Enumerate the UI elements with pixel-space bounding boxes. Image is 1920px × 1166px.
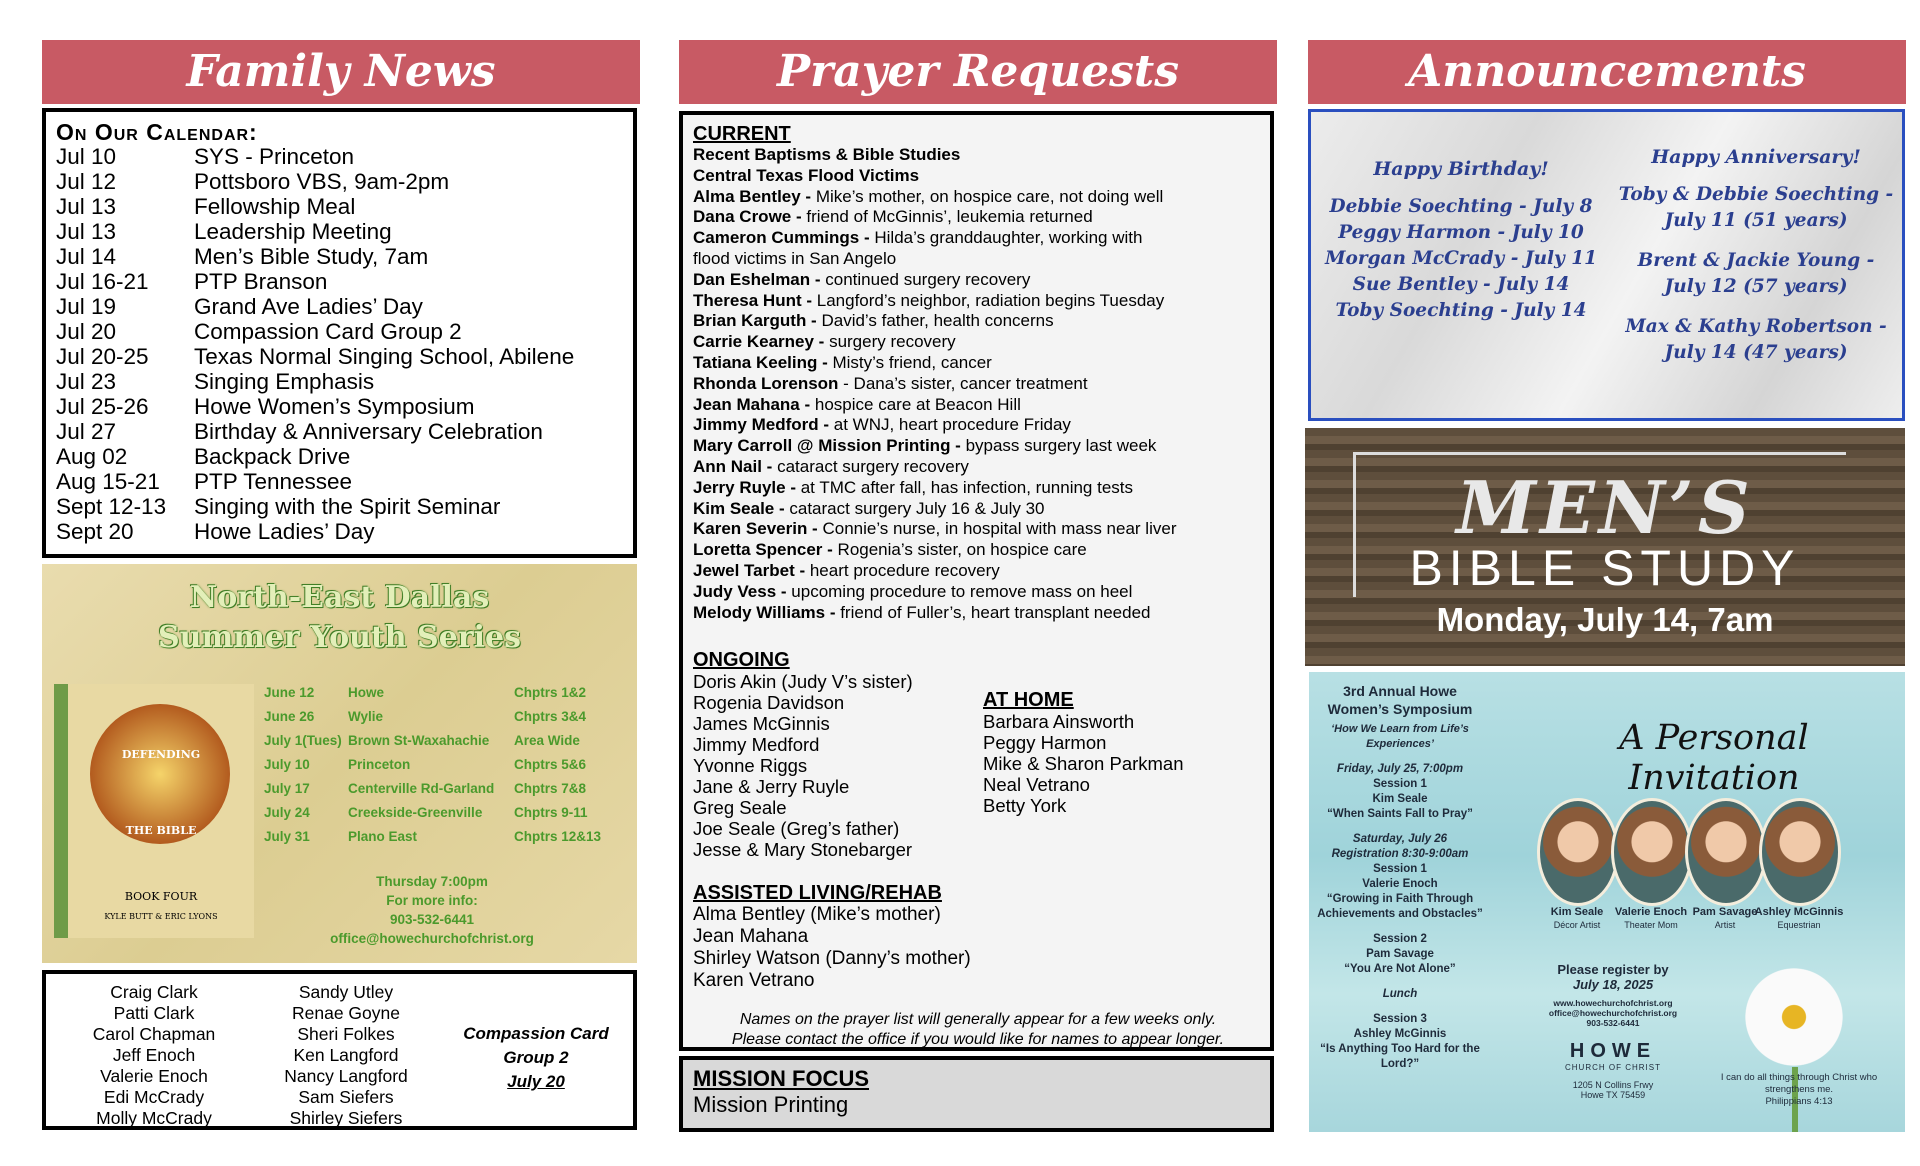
calendar-row bbox=[56, 494, 623, 519]
calendar-row bbox=[56, 169, 623, 194]
birthday-item: Sue Bentley - July 14 bbox=[1352, 274, 1570, 295]
prayer-note: continued surgery recovery bbox=[820, 269, 1031, 289]
symposium-line: Pam Savage bbox=[1366, 948, 1434, 960]
assisted-item: Karen Vetrano bbox=[693, 970, 815, 992]
assisted-living-list bbox=[693, 904, 1260, 992]
symposium-title: 3rd Annual Howe Women’s Symposium bbox=[1327, 683, 1473, 717]
calendar-row bbox=[56, 194, 623, 219]
calendar-row bbox=[56, 244, 623, 269]
current-group-head: Recent Baptisms & Bible Studies bbox=[693, 145, 961, 164]
prayer-note: David’s father, health concerns bbox=[816, 311, 1054, 331]
home-item: Peggy Harmon bbox=[983, 732, 1107, 754]
calendar-event: Howe Women’s Symposium bbox=[194, 394, 475, 419]
compassion-name: Ken Langford bbox=[293, 1045, 399, 1065]
calendar-event: Singing Emphasis bbox=[194, 369, 375, 394]
calendar-date: Jul 14 bbox=[56, 244, 117, 269]
anniversary-couple: Max & Kathy Robertson - bbox=[1625, 316, 1887, 337]
symposium-line: Kim Seale bbox=[1372, 793, 1428, 805]
mission-focus-value: Mission Printing bbox=[693, 1092, 849, 1117]
symposium-line: Ashley McGinnis bbox=[1353, 1028, 1447, 1040]
at-home-list bbox=[983, 711, 1184, 816]
speaker-name: Kim Seale bbox=[1550, 906, 1604, 918]
ongoing-item: Rogenia Davidson bbox=[693, 692, 845, 714]
ongoing-item: Joe Seale (Greg’s father) bbox=[693, 818, 900, 840]
prayer-note: upcoming procedure to remove mass on heel bbox=[786, 581, 1133, 601]
calendar-event: Pottsboro VBS, 9am-2pm bbox=[194, 169, 450, 194]
prayer-note: flood victims in San Angelo bbox=[693, 248, 897, 268]
anniversary-date: July 11 (51 years) bbox=[1664, 210, 1848, 231]
announcements-header: Announcements bbox=[1308, 40, 1906, 104]
symposium-line: Session 1 bbox=[1373, 863, 1427, 875]
compassion-names-col2 bbox=[246, 982, 446, 1129]
book-cover-image bbox=[54, 684, 254, 938]
birthdays-anniversaries-box bbox=[1308, 109, 1905, 421]
calendar-row bbox=[56, 419, 623, 444]
compassion-names-col1 bbox=[54, 982, 254, 1129]
calendar-date: Jul 23 bbox=[56, 369, 117, 394]
speaker-role: Theater Mom bbox=[1624, 920, 1678, 930]
compassion-name: Renae Goyne bbox=[292, 1003, 400, 1023]
prayer-name: Judy Vess - bbox=[693, 581, 787, 601]
youth-date: July 24 bbox=[264, 804, 310, 820]
calendar-row bbox=[56, 469, 623, 494]
book-title-2: THE BIBLE bbox=[125, 824, 197, 837]
calendar-date: Jul 13 bbox=[56, 219, 117, 244]
speaker-photo bbox=[1759, 798, 1841, 906]
symposium-line bbox=[1315, 977, 1485, 987]
speaker-name: Valerie Enoch bbox=[1614, 906, 1688, 918]
registration-info bbox=[1543, 962, 1683, 1100]
book-title-1: DEFENDING bbox=[121, 748, 201, 761]
prayer-name: Cameron Cummings - bbox=[693, 228, 870, 248]
youth-date: July 10 bbox=[264, 756, 310, 772]
calendar-title: On Our Calendar: bbox=[56, 119, 258, 145]
speaker-name: Ashley McGinnis bbox=[1754, 906, 1844, 918]
ongoing-item: James McGinnis bbox=[693, 713, 830, 735]
verse-ref: Philippians 4:13 bbox=[1765, 1096, 1833, 1107]
calendar-row bbox=[56, 219, 623, 244]
symposium-web: www.howechurchofchrist.org bbox=[1553, 998, 1673, 1008]
calendar-event: SYS - Princeton bbox=[194, 144, 355, 169]
prayer-name: Carrie Kearney - bbox=[693, 332, 825, 352]
prayer-note: Misty’s friend, cancer bbox=[827, 352, 992, 372]
symposium-line bbox=[1315, 1002, 1485, 1012]
current-group-head: Central Texas Flood Victims bbox=[693, 165, 920, 185]
calendar-date: Jul 27 bbox=[56, 419, 117, 444]
speaker-photo bbox=[1611, 798, 1693, 906]
personal-invitation-title: A Personal Invitation bbox=[1619, 718, 1809, 798]
youth-location: Plano East bbox=[348, 828, 418, 844]
anniversary-date: July 12 (57 years) bbox=[1664, 276, 1848, 297]
calendar-date: Jul 20 bbox=[56, 319, 117, 344]
prayer-name: Alma Bentley - bbox=[693, 186, 812, 206]
prayer-note: cataract surgery recovery bbox=[772, 456, 969, 476]
mission-focus-box bbox=[679, 1056, 1274, 1132]
youth-schedule-row bbox=[264, 800, 614, 824]
prayer-note: heart procedure recovery bbox=[805, 560, 1000, 580]
symposium-line: Friday, July 25, 7:00pm bbox=[1336, 763, 1464, 775]
calendar-date: Jul 12 bbox=[56, 169, 117, 194]
home-item: Neal Vetrano bbox=[983, 774, 1090, 796]
calendar-date: Jul 16-21 bbox=[56, 269, 149, 294]
mens-title: MEN’S bbox=[1456, 465, 1754, 550]
calendar-date: Jul 20-25 bbox=[56, 344, 149, 369]
youth-schedule-table bbox=[264, 680, 614, 848]
assisted-item: Alma Bentley (Mike’s mother) bbox=[693, 904, 941, 926]
prayer-item bbox=[693, 540, 1260, 561]
symposium-line: Saturday, July 26 bbox=[1352, 833, 1448, 845]
youth-chapters: Chptrs 12&13 bbox=[514, 828, 602, 844]
prayer-note: Mike’s mother, on hospice care, not doing well bbox=[811, 186, 1164, 206]
symposium-line bbox=[1315, 822, 1485, 832]
symposium-sessions bbox=[1315, 762, 1485, 1072]
birthday-item: Toby Soechting - July 14 bbox=[1335, 300, 1587, 321]
church-logo: HOWE bbox=[1569, 1040, 1657, 1062]
prayer-name: Tatiana Keeling - bbox=[693, 352, 828, 372]
compassion-name: Sheri Folkes bbox=[297, 1024, 395, 1044]
birthday-list bbox=[1321, 194, 1601, 324]
prayer-note-2: Please contact the office if you would like for names to appear longer. bbox=[731, 1031, 1225, 1048]
symposium-line: Session 2 bbox=[1373, 933, 1427, 945]
prayer-name: Ann Nail - bbox=[693, 456, 773, 476]
compassion-name: Craig Clark bbox=[110, 982, 198, 1002]
calendar-event: PTP Branson bbox=[194, 269, 328, 294]
symposium-line: “Is Anything Too Hard for the Lord?” bbox=[1320, 1043, 1480, 1070]
compassion-name: Edi McCrady bbox=[103, 1087, 205, 1107]
ongoing-heading: ONGOING bbox=[693, 649, 790, 672]
church-logo-sub: CHURCH OF CHRIST bbox=[1565, 1063, 1661, 1072]
prayer-item bbox=[693, 374, 1260, 395]
assisted-item: Jean Mahana bbox=[693, 926, 809, 948]
youth-location: Centerville Rd-Garland bbox=[348, 780, 495, 796]
anniversary-couple: Toby & Debbie Soechting - bbox=[1618, 184, 1894, 205]
calendar-date: Jul 19 bbox=[56, 294, 117, 319]
at-home-heading: AT HOME bbox=[983, 689, 1074, 712]
anniversary-column bbox=[1611, 146, 1901, 380]
prayer-note: Rogenia’s sister, on hospice care bbox=[832, 540, 1087, 560]
anniversary-list bbox=[1611, 182, 1901, 366]
womens-symposium-flyer bbox=[1309, 672, 1905, 1132]
compassion-card-label bbox=[446, 1022, 626, 1094]
prayer-note: cataract surgery July 16 & July 30 bbox=[784, 498, 1045, 518]
symposium-line: “Growing in Faith Through Achievements and Obstacles” bbox=[1317, 893, 1483, 920]
youth-location: Creekside-Greenville bbox=[348, 804, 483, 820]
symposium-schedule bbox=[1315, 682, 1485, 1072]
speaker-name: Pam Savage bbox=[1692, 906, 1758, 918]
youth-date: June 12 bbox=[264, 684, 315, 700]
compassion-name: Jeff Enoch bbox=[112, 1045, 196, 1065]
calendar-event: Birthday & Anniversary Celebration bbox=[194, 419, 543, 444]
ongoing-item: Greg Seale bbox=[693, 797, 787, 819]
birthday-column bbox=[1321, 158, 1601, 324]
calendar-event: Howe Ladies’ Day bbox=[194, 519, 375, 544]
symposium-email: office@howechurchofchrist.org bbox=[1548, 1008, 1678, 1018]
book-emblem bbox=[90, 704, 230, 844]
calendar-date: Aug 15-21 bbox=[56, 469, 160, 494]
anniversary-couple: Brent & Jackie Young - bbox=[1637, 250, 1875, 271]
prayer-name: Jimmy Medford - bbox=[693, 415, 830, 435]
anniversary-item bbox=[1611, 248, 1901, 300]
compassion-name: Sam Siefers bbox=[298, 1087, 394, 1107]
calendar-event: Men’s Bible Study, 7am bbox=[194, 244, 429, 269]
ongoing-item: Doris Akin (Judy V’s sister) bbox=[693, 671, 913, 693]
prayer-name: Jerry Ruyle - bbox=[693, 477, 796, 497]
register-date: July 18, 2025 bbox=[1572, 977, 1654, 992]
calendar-row bbox=[56, 519, 623, 544]
prayer-note: surgery recovery bbox=[824, 332, 956, 352]
calendar-box bbox=[42, 108, 637, 558]
prayer-item bbox=[693, 561, 1260, 582]
compassion-name: Molly McCrady bbox=[96, 1108, 212, 1128]
prayer-item bbox=[693, 478, 1260, 499]
symposium-line: “When Saints Fall to Pray” bbox=[1327, 808, 1473, 820]
speaker-role: Artist bbox=[1714, 920, 1736, 930]
youth-email: office@howechurchofchrist.org bbox=[330, 931, 534, 946]
prayer-note: Langford’s neighbor, radiation begins Tuesday bbox=[812, 290, 1165, 310]
assisted-living-heading: ASSISTED LIVING/REHAB bbox=[693, 882, 942, 905]
prayer-note: - Dana’s sister, cancer treatment bbox=[838, 373, 1088, 393]
youth-schedule-row bbox=[264, 776, 614, 800]
youth-schedule-row bbox=[264, 728, 614, 752]
calendar-row bbox=[56, 319, 623, 344]
anniversary-date: July 14 (47 years) bbox=[1664, 342, 1848, 363]
prayer-item bbox=[693, 603, 1260, 624]
youth-date: July 17 bbox=[264, 780, 310, 796]
daisy-image bbox=[1739, 962, 1849, 1072]
prayer-item bbox=[693, 249, 1260, 270]
youth-contact bbox=[282, 872, 582, 948]
prayer-note: hospice care at Beacon Hill bbox=[810, 394, 1021, 414]
current-heading: CURRENT bbox=[693, 123, 791, 145]
calendar-date: Jul 25-26 bbox=[56, 394, 149, 419]
youth-chapters: Chptrs 7&8 bbox=[514, 780, 587, 796]
anniversary-title: Happy Anniversary! bbox=[1651, 146, 1861, 168]
youth-schedule-row bbox=[264, 704, 614, 728]
youth-chapters: Chptrs 9-11 bbox=[514, 804, 588, 820]
current-prayer-list bbox=[693, 187, 1260, 624]
youth-title-line1: North-East Dallas bbox=[189, 580, 490, 615]
birthday-item: Debbie Soechting - July 8 bbox=[1329, 196, 1593, 217]
calendar-event: Texas Normal Singing School, Abilene bbox=[194, 344, 575, 369]
register-label: Please register by bbox=[1557, 962, 1669, 977]
youth-location: Howe bbox=[348, 684, 385, 700]
prayer-note: Hilda’s granddaughter, working with bbox=[869, 228, 1143, 248]
symposium-line: “You Are Not Alone” bbox=[1344, 963, 1456, 975]
prayer-item bbox=[693, 228, 1260, 249]
prayer-note: Connie’s nurse, in hospital with mass near liver bbox=[817, 519, 1177, 539]
prayer-note: friend of McGinnis’, leukemia returned bbox=[801, 207, 1093, 227]
youth-schedule-row bbox=[264, 680, 614, 704]
prayer-name: Mary Carroll @ Mission Printing - bbox=[693, 436, 961, 456]
prayer-item bbox=[693, 353, 1260, 374]
prayer-item bbox=[693, 415, 1260, 436]
youth-date: July 1(Tues) bbox=[264, 732, 342, 748]
calendar-date: Aug 02 bbox=[56, 444, 128, 469]
youth-schedule-row bbox=[264, 752, 614, 776]
youth-location: Wylie bbox=[348, 708, 384, 724]
symposium-line: Valerie Enoch bbox=[1362, 878, 1438, 890]
verse-text: I can do all things through Christ who strengthens me. bbox=[1720, 1072, 1878, 1095]
anniversary-item bbox=[1611, 182, 1901, 234]
symposium-line: Session 1 bbox=[1373, 778, 1427, 790]
youth-date: July 31 bbox=[264, 828, 310, 844]
calendar-date: Jul 10 bbox=[56, 144, 117, 169]
anniversary-item bbox=[1611, 314, 1901, 366]
prayer-item bbox=[693, 395, 1260, 416]
calendar-row bbox=[56, 344, 623, 369]
birthday-item: Morgan McCrady - July 11 bbox=[1325, 248, 1597, 269]
prayer-item bbox=[693, 332, 1260, 353]
ongoing-item: Jane & Jerry Ruyle bbox=[693, 776, 850, 798]
prayer-item bbox=[693, 291, 1260, 312]
prayer-note: at TMC after fall, has infection, running tests bbox=[796, 477, 1134, 497]
church-address-2: Howe TX 75459 bbox=[1580, 1090, 1646, 1100]
youth-location: Brown St-Waxahachie bbox=[348, 732, 490, 748]
speaker-role: Décor Artist bbox=[1553, 920, 1601, 930]
prayer-item bbox=[693, 457, 1260, 478]
youth-chapters: Chptrs 3&4 bbox=[514, 708, 587, 724]
ongoing-item: Jesse & Mary Stonebarger bbox=[693, 839, 913, 861]
calendar-date: Sept 12-13 bbox=[56, 494, 167, 519]
prayer-name: Dana Crowe - bbox=[693, 207, 802, 227]
symposium-line bbox=[1315, 922, 1485, 932]
birthday-item: Peggy Harmon - July 10 bbox=[1338, 222, 1584, 243]
prayer-name: Rhonda Lorenson bbox=[693, 373, 839, 393]
symposium-line: Lunch bbox=[1382, 988, 1418, 1000]
book-label: BOOK FOUR bbox=[124, 890, 198, 903]
prayer-name: Loretta Spencer - bbox=[693, 540, 833, 560]
prayer-note: friend of Fuller’s, heart transplant needed bbox=[835, 602, 1151, 622]
prayer-note: at WNJ, heart procedure Friday bbox=[829, 415, 1071, 435]
calendar-row bbox=[56, 144, 623, 169]
youth-chapters: Chptrs 1&2 bbox=[514, 684, 587, 700]
bible-study-title: BIBLE STUDY bbox=[1409, 540, 1801, 596]
prayer-name: Theresa Hunt - bbox=[693, 290, 813, 310]
youth-chapters: Chptrs 5&6 bbox=[514, 756, 587, 772]
calendar-event: Compassion Card Group 2 bbox=[194, 319, 462, 344]
prayer-item bbox=[693, 519, 1260, 540]
compassion-label-1: Compassion Card bbox=[463, 1024, 609, 1043]
youth-more-info: For more info: bbox=[386, 893, 478, 908]
speaker-photo bbox=[1685, 798, 1767, 906]
symposium-phone: 903-532-6441 bbox=[1586, 1018, 1640, 1028]
youth-phone: 903-532-6441 bbox=[389, 912, 475, 927]
prayer-note-1: Names on the prayer list will generally appear for a few weeks only. bbox=[739, 1011, 1217, 1028]
verse bbox=[1699, 1072, 1899, 1108]
prayer-item bbox=[693, 436, 1260, 457]
prayer-list-box bbox=[679, 111, 1274, 1051]
prayer-item bbox=[693, 499, 1260, 520]
prayer-name: Karen Severin - bbox=[693, 519, 818, 539]
compassion-name: Patti Clark bbox=[113, 1003, 195, 1023]
home-item: Barbara Ainsworth bbox=[983, 711, 1135, 733]
youth-time: Thursday 7:00pm bbox=[376, 874, 488, 889]
prayer-name: Kim Seale - bbox=[693, 498, 785, 518]
calendar-row bbox=[56, 394, 623, 419]
ongoing-item: Yvonne Riggs bbox=[693, 755, 808, 777]
prayer-requests-header: Prayer Requests bbox=[679, 40, 1277, 104]
compassion-card-box bbox=[42, 970, 637, 1130]
calendar-list bbox=[56, 144, 623, 544]
home-item: Mike & Sharon Parkman bbox=[983, 753, 1184, 775]
compassion-label-3: July 20 bbox=[507, 1072, 565, 1091]
symposium-line: Registration 8:30-9:00am bbox=[1331, 848, 1469, 860]
compassion-name: Sandy Utley bbox=[298, 982, 394, 1002]
speaker-role: Equestrian bbox=[1777, 920, 1821, 930]
calendar-event: Leadership Meeting bbox=[194, 219, 392, 244]
calendar-event: Fellowship Meal bbox=[194, 194, 356, 219]
prayer-item bbox=[693, 207, 1260, 228]
prayer-name: Melody Williams - bbox=[693, 602, 836, 622]
home-item: Betty York bbox=[983, 795, 1067, 817]
calendar-date: Jul 13 bbox=[56, 194, 117, 219]
book-authors: KYLE BUTT & ERIC LYONS bbox=[104, 912, 218, 921]
calendar-event: Singing with the Spirit Seminar bbox=[194, 494, 501, 519]
youth-schedule-row bbox=[264, 824, 614, 848]
prayer-item bbox=[693, 187, 1260, 208]
mens-date: Monday, July 14, 7am bbox=[1436, 601, 1774, 638]
compassion-name: Carol Chapman bbox=[92, 1024, 216, 1044]
calendar-row bbox=[56, 294, 623, 319]
youth-date: June 26 bbox=[264, 708, 315, 724]
symposium-theme: ‘How We Learn from Life’s Experiences’ bbox=[1331, 723, 1469, 750]
calendar-event: Backpack Drive bbox=[194, 444, 351, 469]
calendar-event: Grand Ave Ladies’ Day bbox=[194, 294, 423, 319]
mission-focus-title: MISSION FOCUS bbox=[693, 1066, 870, 1091]
prayer-item bbox=[693, 311, 1260, 332]
calendar-event: PTP Tennessee bbox=[194, 469, 353, 494]
family-news-header: Family News bbox=[42, 40, 640, 104]
calendar-date: Sept 20 bbox=[56, 519, 134, 544]
prayer-name: Jewel Tarbet - bbox=[693, 560, 806, 580]
prayer-name: Jean Mahana - bbox=[693, 394, 811, 414]
compassion-label-2: Group 2 bbox=[503, 1048, 569, 1067]
church-address-1: 1205 N Collins Frwy bbox=[1572, 1080, 1654, 1090]
youth-series-flyer bbox=[42, 564, 637, 963]
compassion-name: Valerie Enoch bbox=[100, 1066, 208, 1086]
youth-chapters: Area Wide bbox=[514, 732, 580, 748]
youth-location: Princeton bbox=[348, 756, 411, 772]
speaker-caption bbox=[1753, 906, 1845, 932]
speaker-photo bbox=[1537, 798, 1619, 906]
compassion-name: Nancy Langford bbox=[284, 1066, 408, 1086]
calendar-row bbox=[56, 269, 623, 294]
prayer-note: bypass surgery last week bbox=[960, 436, 1157, 456]
compassion-name: Shirley Siefers bbox=[289, 1108, 403, 1128]
mens-bible-study-banner bbox=[1305, 428, 1905, 666]
ongoing-item: Jimmy Medford bbox=[693, 734, 820, 756]
symposium-line: Session 3 bbox=[1373, 1013, 1427, 1025]
prayer-name: Brian Karguth - bbox=[693, 311, 817, 331]
youth-title-line2: Summer Youth Series bbox=[158, 620, 521, 655]
calendar-row bbox=[56, 369, 623, 394]
calendar-row bbox=[56, 444, 623, 469]
current-group-heads bbox=[693, 145, 1260, 187]
prayer-item bbox=[693, 582, 1260, 603]
birthday-title: Happy Birthday! bbox=[1373, 158, 1549, 180]
prayer-name: Dan Eshelman - bbox=[693, 269, 821, 289]
prayer-item bbox=[693, 270, 1260, 291]
assisted-item: Shirley Watson (Danny’s mother) bbox=[693, 948, 971, 970]
